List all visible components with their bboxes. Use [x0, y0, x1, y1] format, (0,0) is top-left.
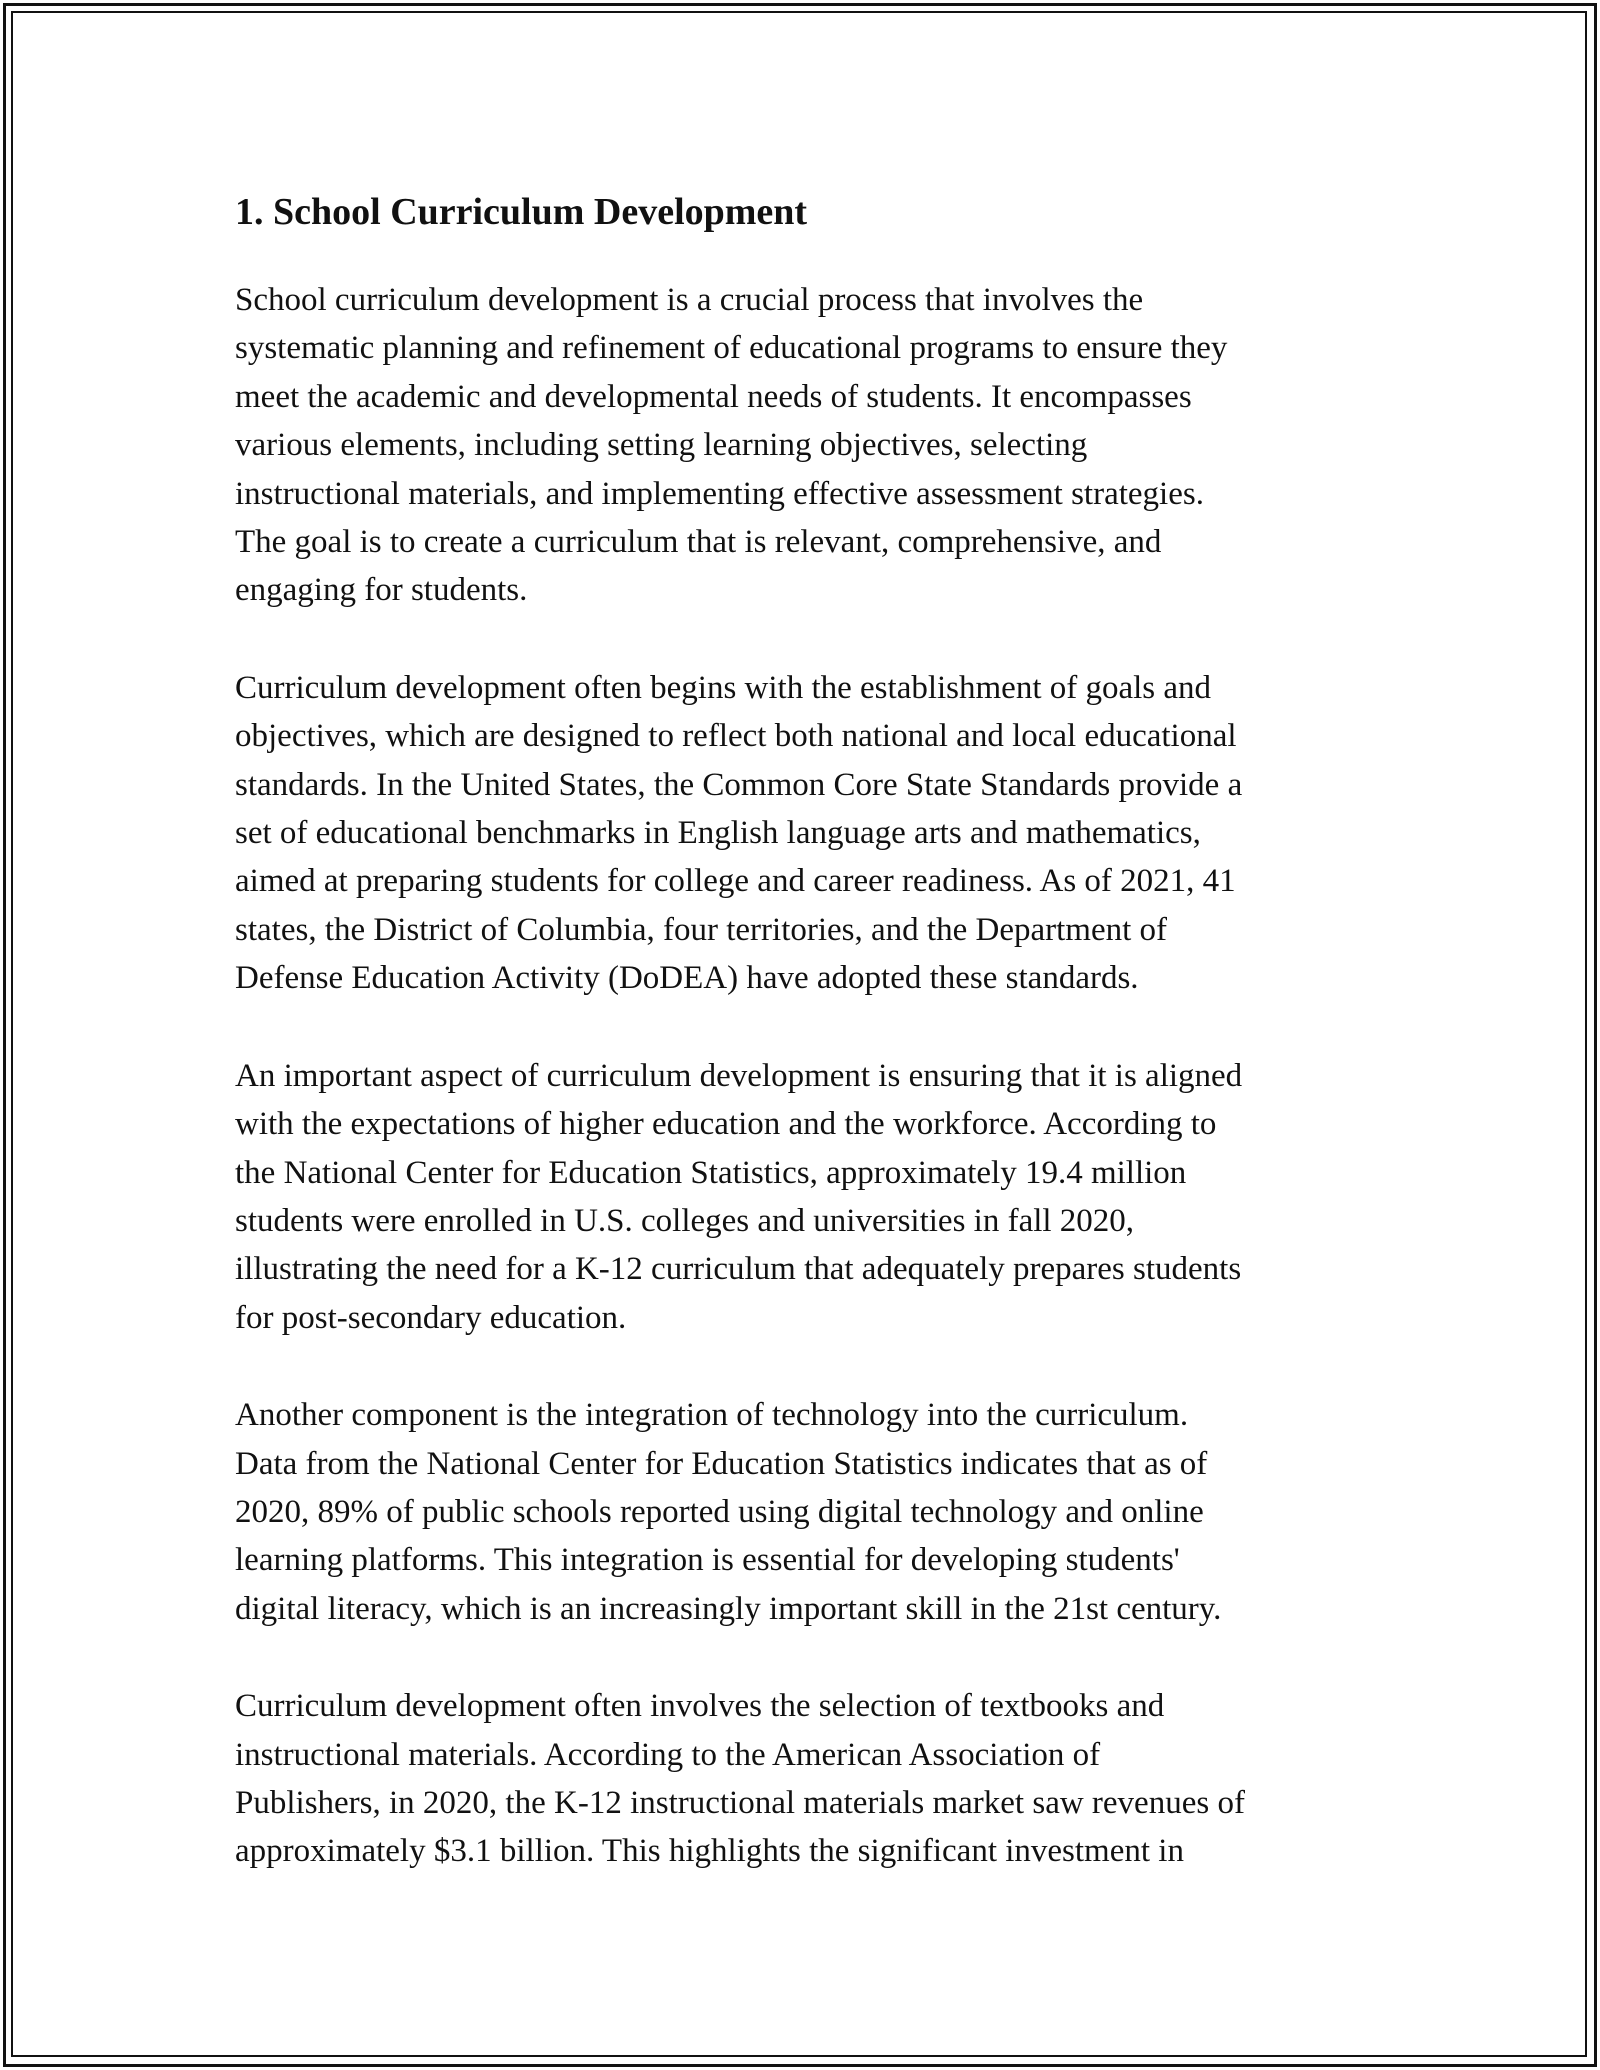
section-title: 1. School Curriculum Development: [235, 191, 808, 233]
document-page: [235, 180, 1385, 1925]
paragraph-higher-education-alignment: An important aspect of curriculum development is ensuring that it is aligned with the expectations of higher education and the workforce. According to the National Center for Education Statistics, approximately 19.4 million students were enrolled in U.S. colleges and universities in fall 2020, illustrating the need for a K-12 curriculum that adequately prepares students for post-secondary education.: [235, 1057, 1243, 1336]
paragraph-goals-and-standards: Curriculum development often begins with the establishment of goals and objectives, which are designed to reflect both national and local educational standards. In the United States, the Common Core State Standards provide a set of educational benchmarks in English language arts and mathematics, aimed at preparing students for college and career readiness. As of 2021, 41 states, the District of Columbia, four territories, and the Department of Defense Education Activity (DoDEA) have adopted these standards.: [235, 669, 1243, 997]
paragraph-instructional-materials: Curriculum development often involves the selection of textbooks and instructional materials. According to the American Association of Publishers, in 2020, the K-12 instructional materials market saw revenues of approximately $3.1 billion. This highlights the significant investment in: [235, 1688, 1245, 1870]
paragraph-curriculum-overview: School curriculum development is a crucial process that involves the systematic planning and refinement of educational programs to ensure they meet the academic and developmental needs of students. It encompasses various elements, including setting learning objectives, selecting instructional materials, and implementing effective assessment strategies. The goal is to create a curriculum that is relevant, comprehensive, and engaging for students.: [235, 282, 1228, 609]
paragraph-technology-integration: Another component is the integration of technology into the curriculum. Data from the National Center for Education Statistics indicates that as of 2020, 89% of public schools reported using digital technology and online learning platforms. This integration is essential for developing students' digital literacy, which is an increasingly important skill in the 21st century.: [235, 1397, 1222, 1627]
